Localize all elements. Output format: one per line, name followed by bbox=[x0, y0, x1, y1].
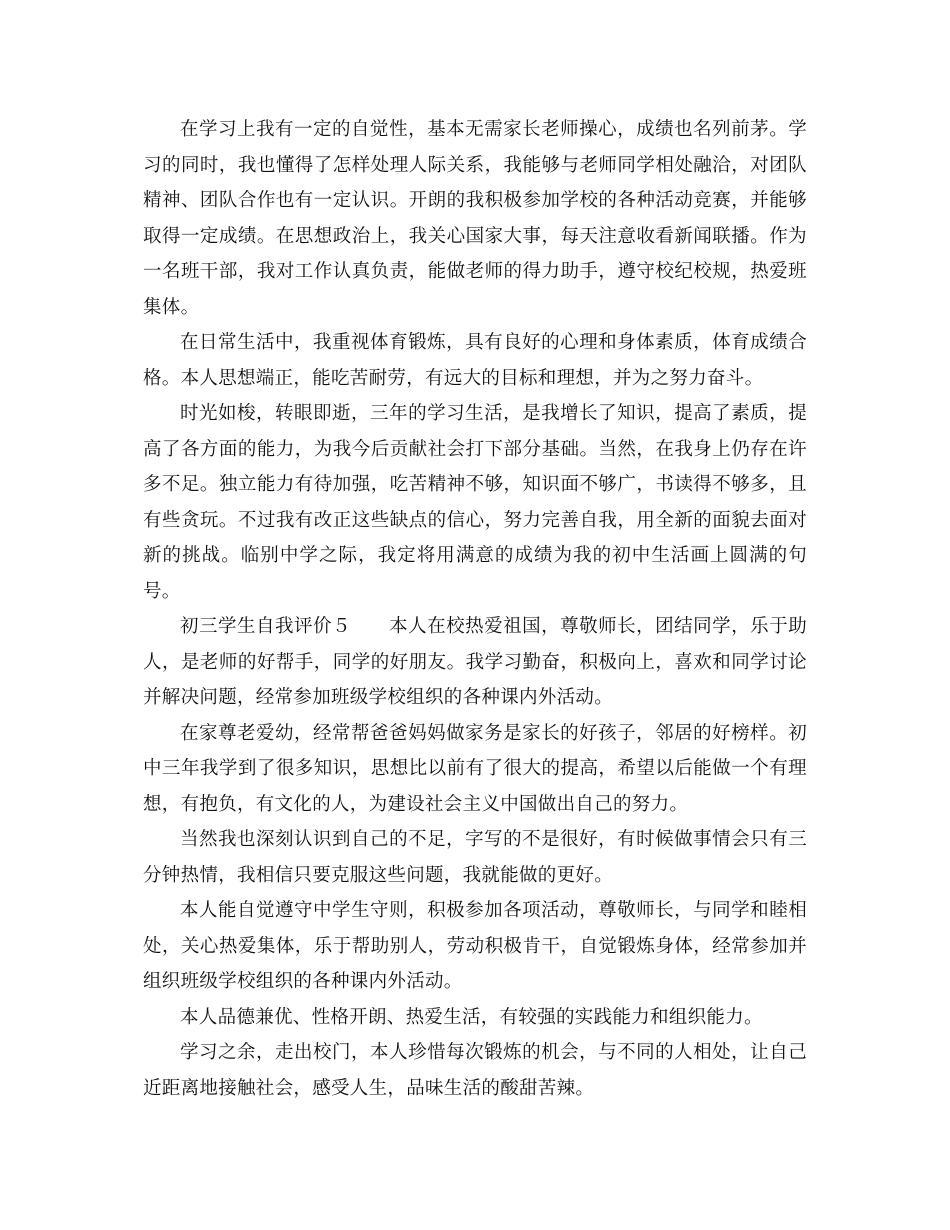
paragraph-9: 学习之余，走出校门，本人珍惜每次锻炼的机会，与不同的人相处，让自己近距离地接触社会，感受人生，品味生活的酸甜苦辣。 bbox=[143, 1042, 807, 1099]
paragraph-5: 在家尊老爱幼，经常帮爸爸妈妈做家务是家长的好孩子，邻居的好榜样。初中三年我学到了很多知识，思想比以前有了很大的提高，希望以后能做一个有理想，有抱负，有文化的人，为建设社会主义中国做出自己的努力。 bbox=[143, 722, 807, 815]
paragraph-3: 时光如梭，转眼即逝，三年的学习生活，是我增长了知识，提高了素质，提高了各方面的能力，为我今后贡献社会打下部分基础。当然，在我身上仍存在许多不足。独立能力有待加强，吃苦精神不够，知识面不够广，书读得不够多，且有些贪玩。不过我有改正这些缺点的信心，努力完善自我，用全新的面貌去面对新的挑战。临别中学之际，我定将用满意的成绩为我的初中生活画上圆满的句号。 bbox=[143, 403, 807, 602]
paragraph-2: 在日常生活中，我重视体育锻炼，具有良好的心理和身体素质，体育成绩合格。本人思想端正，能吃苦耐劳，有远大的目标和理想，并为之努力奋斗。 bbox=[143, 332, 807, 389]
paragraph-8: 本人品德兼优、性格开朗、热爱生活，有较强的实践能力和组织能力。 bbox=[180, 1006, 763, 1028]
paragraph-4: 初三学生自我评价５ 本人在校热爱祖国，尊敬师长，团结同学，乐于助人，是老师的好帮手，同学的好朋友。我学习勤奋，积极向上，喜欢和同学讨论并解决问题，经常参加班级学校组织的各种课内外活动。 bbox=[143, 616, 807, 708]
paragraph-1: 在学习上我有一定的自觉性，基本无需家长老师操心，成绩也名列前茅。学习的同时，我也懂得了怎样处理人际关系，我能够与老师同学相处融洽，对团队精神、团队合作也有一定认识。开朗的我积极参加学校的各种活动竞赛，并能够取得一定成绩。在思想政治上，我关心国家大事，每天注意收看新闻联播。作为一名班干部，我对工作认真负责，能做老师的得力助手，遵守校纪校规，热爱班集体。 bbox=[143, 119, 807, 318]
document-body bbox=[143, 112, 807, 1106]
paragraph-7: 本人能自觉遵守中学生守则，积极参加各项活动，尊敬师长，与同学和睦相处，关心热爱集体，乐于帮助别人，劳动积极肯干，自觉锻炼身体，经常参加并组织班级学校组织的各种课内外活动。 bbox=[143, 900, 807, 992]
paragraph-6: 当然我也深刻认识到自己的不足，字写的不是很好，有时候做事情会只有三分钟热情，我相信只要克服这些问题，我就能做的更好。 bbox=[143, 829, 807, 886]
